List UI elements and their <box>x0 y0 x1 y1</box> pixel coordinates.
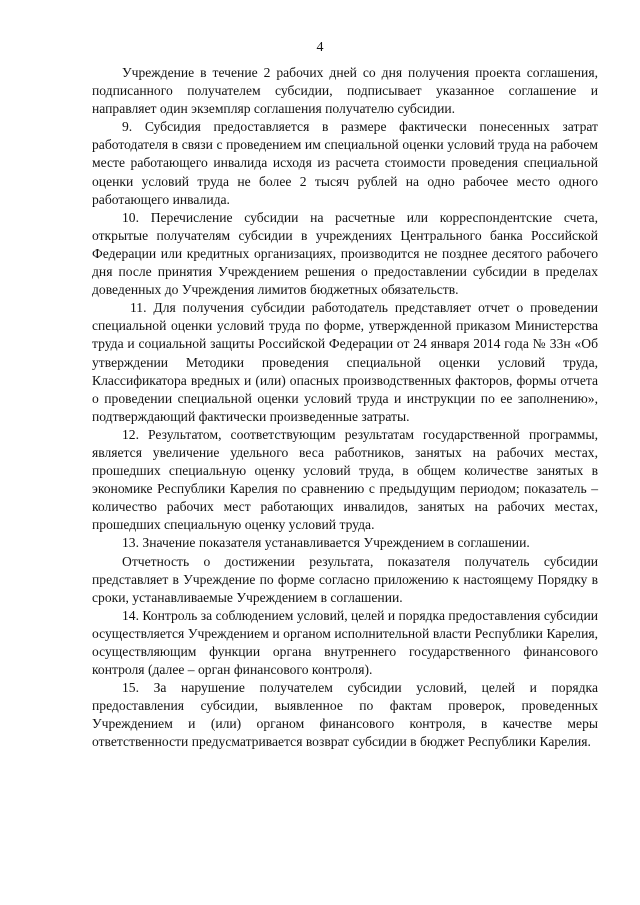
paragraph-14-control: 14. Контроль за соблюдением условий, целей и порядка предоставления субсидии осуществляется Учреждением и органом исполнительной власти Республики Карелия, осуществляющим функции органа внутреннего государственного финансового контроля (далее – орган финансового контроля). <box>92 607 598 678</box>
paragraph-13-indicator: 13. Значение показателя устанавливается Учреждением в соглашении. <box>122 535 530 551</box>
document-body <box>92 64 598 752</box>
paragraph-12-result: 12. Результатом, соответствующим результатам государственной программы, является увеличение удельного веса работников, занятых на рабочих местах, прошедших специальную оценку условий труда, в общем количестве занятых в экономике Республики Карелия по сравнению с предыдущим периодом; показатель – количество рабочих мест работающих инвалидов, занятых на рабочих местах, прошедших специальную оценку условий труда. <box>92 426 598 533</box>
paragraph-reporting: Отчетность о достижении результата, показателя получатель субсидии представляет в Учреждение по форме согласно приложению к настоящему Порядку в сроки, устанавливаемые Учреждением в соглашении. <box>92 553 598 605</box>
paragraph-agreement-signing: Учреждение в течение 2 рабочих дней со дня получения проекта соглашения, подписанного получателем субсидии, подписывает указанное соглашение и направляет один экземпляр соглашения получателю субсидии. <box>92 65 598 117</box>
paragraph-10-transfer: 10. Перечисление субсидии на расчетные или корреспондентские счета, открытые получателям субсидии в учреждениях Центрального банка Российской Федерации или кредитных организациях, производится не позднее десятого рабочего дня после принятия Учреждением решения о предоставлении субсидии в пределах доведенных до Учреждения лимитов бюджетных обязательств. <box>92 209 598 298</box>
page-number: 4 <box>316 40 324 55</box>
paragraph-9-subsidy-amount: 9. Субсидия предоставляется в размере фактически понесенных затрат работодателя в связи с проведением им специальной оценки условий труда на рабочем месте работающего инвалида исходя из расчета стоимости проведения специальной оценки условий труда не более 2 тысяч рублей на одно рабочее место одного работающего инвалида. <box>92 119 598 207</box>
paragraph-11-report: 11. Для получения субсидии работодатель представляет отчет о проведении специальной оценки условий труда по форме, утвержденной приказом Министерства труда и социальной защиты Российской Федерации от 24 января 2014 года № 33н «Об утверждении Методики проведения специальной оценки условий труда, Классификатора вредных и (или) опасных производственных факторов, формы отчета о проведении специальной оценки условий труда и инструкции по ее заполнению», подтверждающий фактически произведенные затраты. <box>92 300 598 424</box>
paragraph-15-liability: 15. За нарушение получателем субсидии условий, целей и порядка предоставления субсидии, выявленное по фактам проверок, проведенных Учреждением и (или) органом финансового контроля, в качестве меры ответственности предусматривается возврат субсидии в бюджет Республики Карелия. <box>92 680 598 750</box>
